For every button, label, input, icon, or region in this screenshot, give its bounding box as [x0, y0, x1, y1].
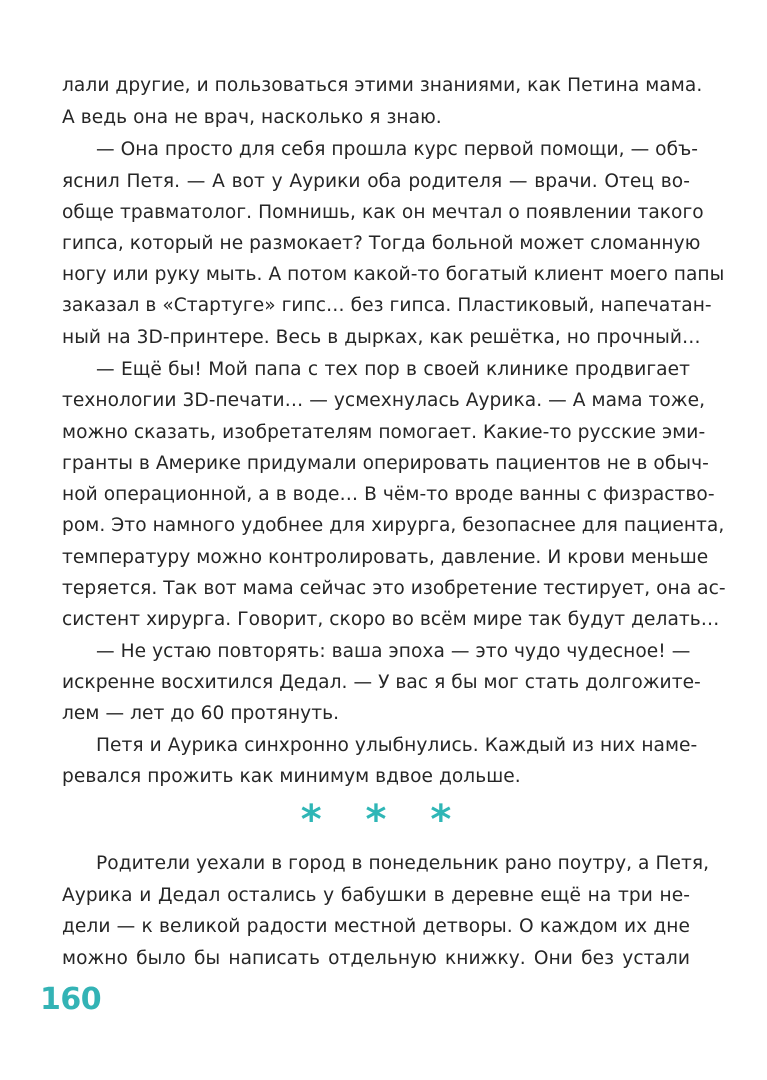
text-line: яснил Петя. — А вот у Аурики оба родителя — врачи. Отец во- — [62, 171, 690, 192]
text-line: ногу или руку мыть. А потом какой-то богатый клиент моего папы — [62, 264, 725, 285]
text-line: можно было бы написать отдельную книжку. Они без устали — [62, 948, 690, 969]
text-line: можно сказать, изобретателям помогает. Какие-то русские эми- — [62, 422, 706, 443]
text-line: гранты в Америке придумали оперировать пациентов не в обыч- — [62, 453, 709, 474]
text-line: дели — к великой радости местной детворы. О каждом их дне — [62, 916, 690, 937]
section-separator: * * * — [300, 797, 467, 843]
text-line: искренне восхитился Дедал. — У вас я бы мог стать долгожите- — [62, 672, 701, 693]
text-line: — Ещё бы! Мой папа с тех пор в своей клинике продвигает — [96, 359, 690, 380]
text-line: технологии 3D-печати… — усмехнулась Аурика. — А мама тоже, — [62, 390, 706, 411]
text-line: ревался прожить как минимум вдвое дольше. — [62, 766, 521, 787]
text-line: А ведь она не врач, насколько я знаю. — [62, 107, 442, 128]
text-line: лем — лет до 60 протянуть. — [62, 703, 340, 724]
text-line: систент хирурга. Говорит, скоро во всём мире так будут делать… — [62, 609, 720, 630]
text-line: температуру можно контролировать, давление. И крови меньше — [62, 547, 709, 568]
text-line: гипса, который не размокает? Тогда больной может сломанную — [62, 233, 701, 254]
text-line: — Не устаю повторять: ваша эпоха — это чудо чудесное! — — [96, 641, 691, 662]
text-line: Родители уехали в город в понедельник рано поутру, а Петя, — [96, 853, 710, 874]
text-line: Петя и Аурика синхронно улыбнулись. Каждый из них наме- — [96, 735, 698, 756]
text-line: теряется. Так вот мама сейчас это изобретение тестирует, она ас- — [62, 578, 726, 599]
text-line: обще травматолог. Помнишь, как он мечтал о появлении такого — [62, 202, 704, 223]
text-line: ной операционной, а в воде… В чём-то вроде ванны с физраство- — [62, 484, 715, 505]
text-line: ром. Это намного удобнее для хирурга, безопаснее для пациента, — [62, 515, 725, 536]
text-line: — Она просто для себя прошла курс первой помощи, — объ- — [96, 139, 699, 160]
text-line: лали другие, и пользоваться этими знаниями, как Петина мама. — [62, 75, 703, 96]
text-line: Аурика и Дедал остались у бабушки в деревне ещё на три не- — [62, 885, 690, 906]
text-line: заказал в «Стартуге» гипс… без гипса. Пластиковый, напечатан- — [62, 295, 712, 316]
text-line: ный на 3D-принтере. Весь в дырках, как решётка, но прочный… — [62, 327, 701, 348]
page-number: 160 — [40, 982, 102, 1017]
